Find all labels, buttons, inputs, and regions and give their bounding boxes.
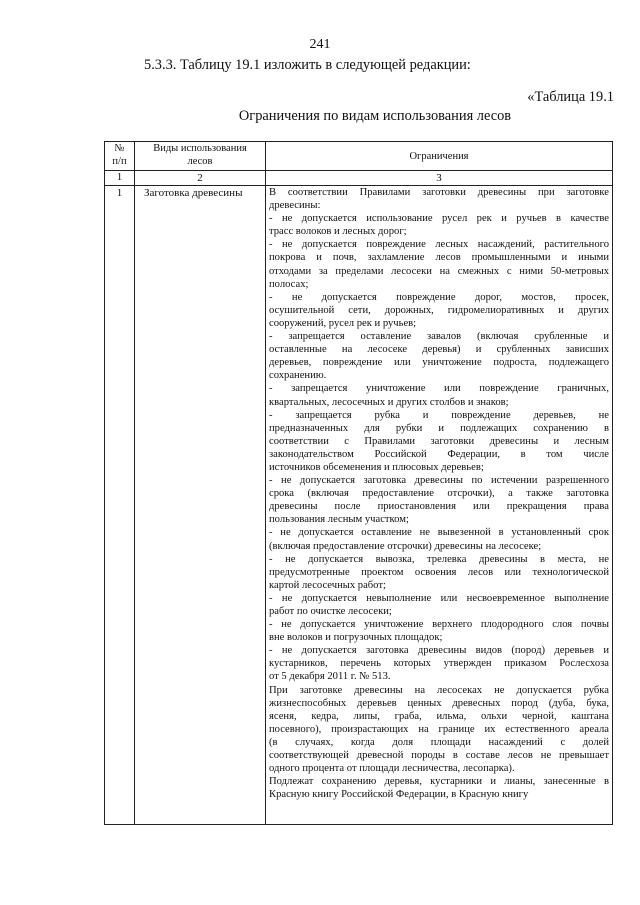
- restriction-line: предусмотренные проектом освоения лесов или технологической: [269, 566, 609, 578]
- restriction-line: Подлежат сохранению деревья, кустарники и лианы, занесенные в: [269, 776, 609, 788]
- restriction-line: кустарников, перечень которых утвержден приказом Рослесхоза: [269, 658, 609, 670]
- row-number: 1: [105, 186, 135, 825]
- restriction-line: трасс волоков и лесных дорог;: [269, 226, 407, 238]
- column-number-2: 2: [135, 171, 266, 186]
- restriction-line: срока (включая предоставление отсрочки), а также заготовка: [269, 488, 609, 500]
- header-number-line-2: п/п: [112, 156, 127, 167]
- column-number-1: 1: [105, 171, 135, 186]
- header-limit-cell: [266, 142, 613, 171]
- restriction-line: пользования лесным участком;: [269, 514, 409, 526]
- restriction-line: - не допускается повреждение лесных насаждений, растительного: [269, 239, 609, 251]
- restriction-line: деревьев, повреждение или уничтожение подроста, подлежащего: [269, 357, 609, 369]
- restriction-line: жизнеспособных деревьев ценных древесных пород (дуба, бука,: [269, 697, 609, 709]
- restriction-line: законодательством Российской Федерации, в том числе: [269, 448, 609, 460]
- restriction-line: - запрещается рубка и повреждение деревьев, не: [269, 409, 609, 421]
- restriction-line: При заготовке древесины на лесосеках не допускается рубка: [269, 684, 609, 696]
- restriction-line: одного процента от площади лесничества, лесопарка).: [269, 763, 515, 775]
- restrictions-lines: [269, 186, 609, 801]
- restriction-line: полосах;: [269, 278, 309, 290]
- restrictions-text: [266, 186, 613, 825]
- restriction-line: - не допускается использование русел рек и ручьев в качестве: [269, 213, 609, 225]
- restriction-line: - не допускается повреждение дорог, мостов, просек,: [269, 291, 609, 303]
- restriction-line: (в случаях, когда доля площади насаждений с долей: [269, 736, 609, 748]
- table-reference: «Таблица 19.1: [527, 89, 614, 105]
- header-type-cell: [135, 142, 266, 171]
- restriction-line: (включая предоставление отсрочки) древесины на лесосеке;: [269, 540, 542, 552]
- restriction-line: соответствии с Правилами заготовки древесины и лесным: [269, 435, 609, 447]
- restriction-line: сохранению.: [269, 370, 327, 382]
- restriction-line: - не допускается невыполнение или несвоевременное выполнение: [269, 592, 609, 604]
- restriction-line: - не допускается оставление не вывезенной в установленный срок: [269, 527, 609, 539]
- restriction-line: от 5 декабря 2011 г. № 513.: [269, 671, 391, 683]
- header-number-line-1: №: [114, 143, 125, 154]
- restriction-line: работ по очистке лесосеки;: [269, 606, 392, 617]
- header-limit-label: Ограничения: [409, 150, 469, 162]
- column-number-3: 3: [266, 171, 613, 186]
- restriction-line: древесины после приостановления или прекращения права: [269, 501, 609, 513]
- restrictions-table: [104, 141, 613, 825]
- restriction-line: покрова и почв, захламление лесов промышленными и иными: [269, 252, 609, 264]
- restriction-line: предназначенных для рубки и подлежащих сохранению в: [269, 422, 609, 434]
- restriction-line: - не допускается заготовка древесины видов (пород) деревьев и: [269, 645, 609, 657]
- header-type-line-1: Виды использования: [153, 143, 247, 154]
- usage-type: Заготовка древесины: [135, 186, 266, 825]
- restriction-line: - запрещается уничтожение или повреждение граничных,: [269, 383, 609, 395]
- restriction-line: вне волоков и погрузочных площадок;: [269, 632, 443, 644]
- restriction-line: Красную книгу Российской Федерации, в Красную книгу: [269, 789, 529, 801]
- table-row: [105, 186, 613, 825]
- restriction-line: В соответствии Правилами заготовки древесины при заготовке: [269, 187, 609, 198]
- restriction-line: ясеня, кедра, липы, граба, ильма, ольхи черной, каштана: [269, 710, 609, 722]
- restriction-line: древесины:: [269, 200, 321, 212]
- intro-text: 5.3.3. Таблицу 19.1 изложить в следующей редакции:: [144, 57, 471, 73]
- restriction-line: источников обсеменения и плюсовых деревьев;: [269, 461, 484, 473]
- restriction-line: - не допускается заготовка древесины по истечении разрешенного: [269, 475, 609, 487]
- column-numbers-row: [105, 171, 613, 186]
- restriction-line: квартальных, лесосечных и других столбов и знаков;: [269, 396, 509, 408]
- restriction-line: - не допускается вывозка, трелевка древесины в места, не: [269, 553, 609, 565]
- restriction-line: отходами за пределами лесосеки на смежных с ними 50-метровых: [269, 265, 609, 277]
- restriction-line: соответствующей древесной породы в составе лесов не превышает: [269, 750, 609, 762]
- page-number: 241: [309, 37, 331, 52]
- restriction-line: - не допускается уничтожение верхнего плодородного слоя почвы: [269, 619, 609, 631]
- restriction-line: посевного), произрастающих на границе их естественного ареала: [269, 723, 609, 735]
- header-number-cell: [105, 142, 135, 171]
- restriction-line: картой лесосечных работ;: [269, 579, 386, 591]
- restriction-line: оставленные на лесосеке деревья) и срубленных зависших: [269, 344, 609, 356]
- restriction-line: сооружений, русел рек и ручьев;: [269, 317, 417, 329]
- header-type-line-2: лесов: [187, 156, 213, 167]
- table-title: Ограничения по видам использования лесов: [238, 108, 512, 124]
- restriction-line: осушительной сети, дорожных, гидромелиоративных и других: [269, 304, 609, 316]
- table-header-row: [105, 142, 613, 171]
- restriction-line: - запрещается оставление завалов (включая срубленные и: [269, 331, 609, 343]
